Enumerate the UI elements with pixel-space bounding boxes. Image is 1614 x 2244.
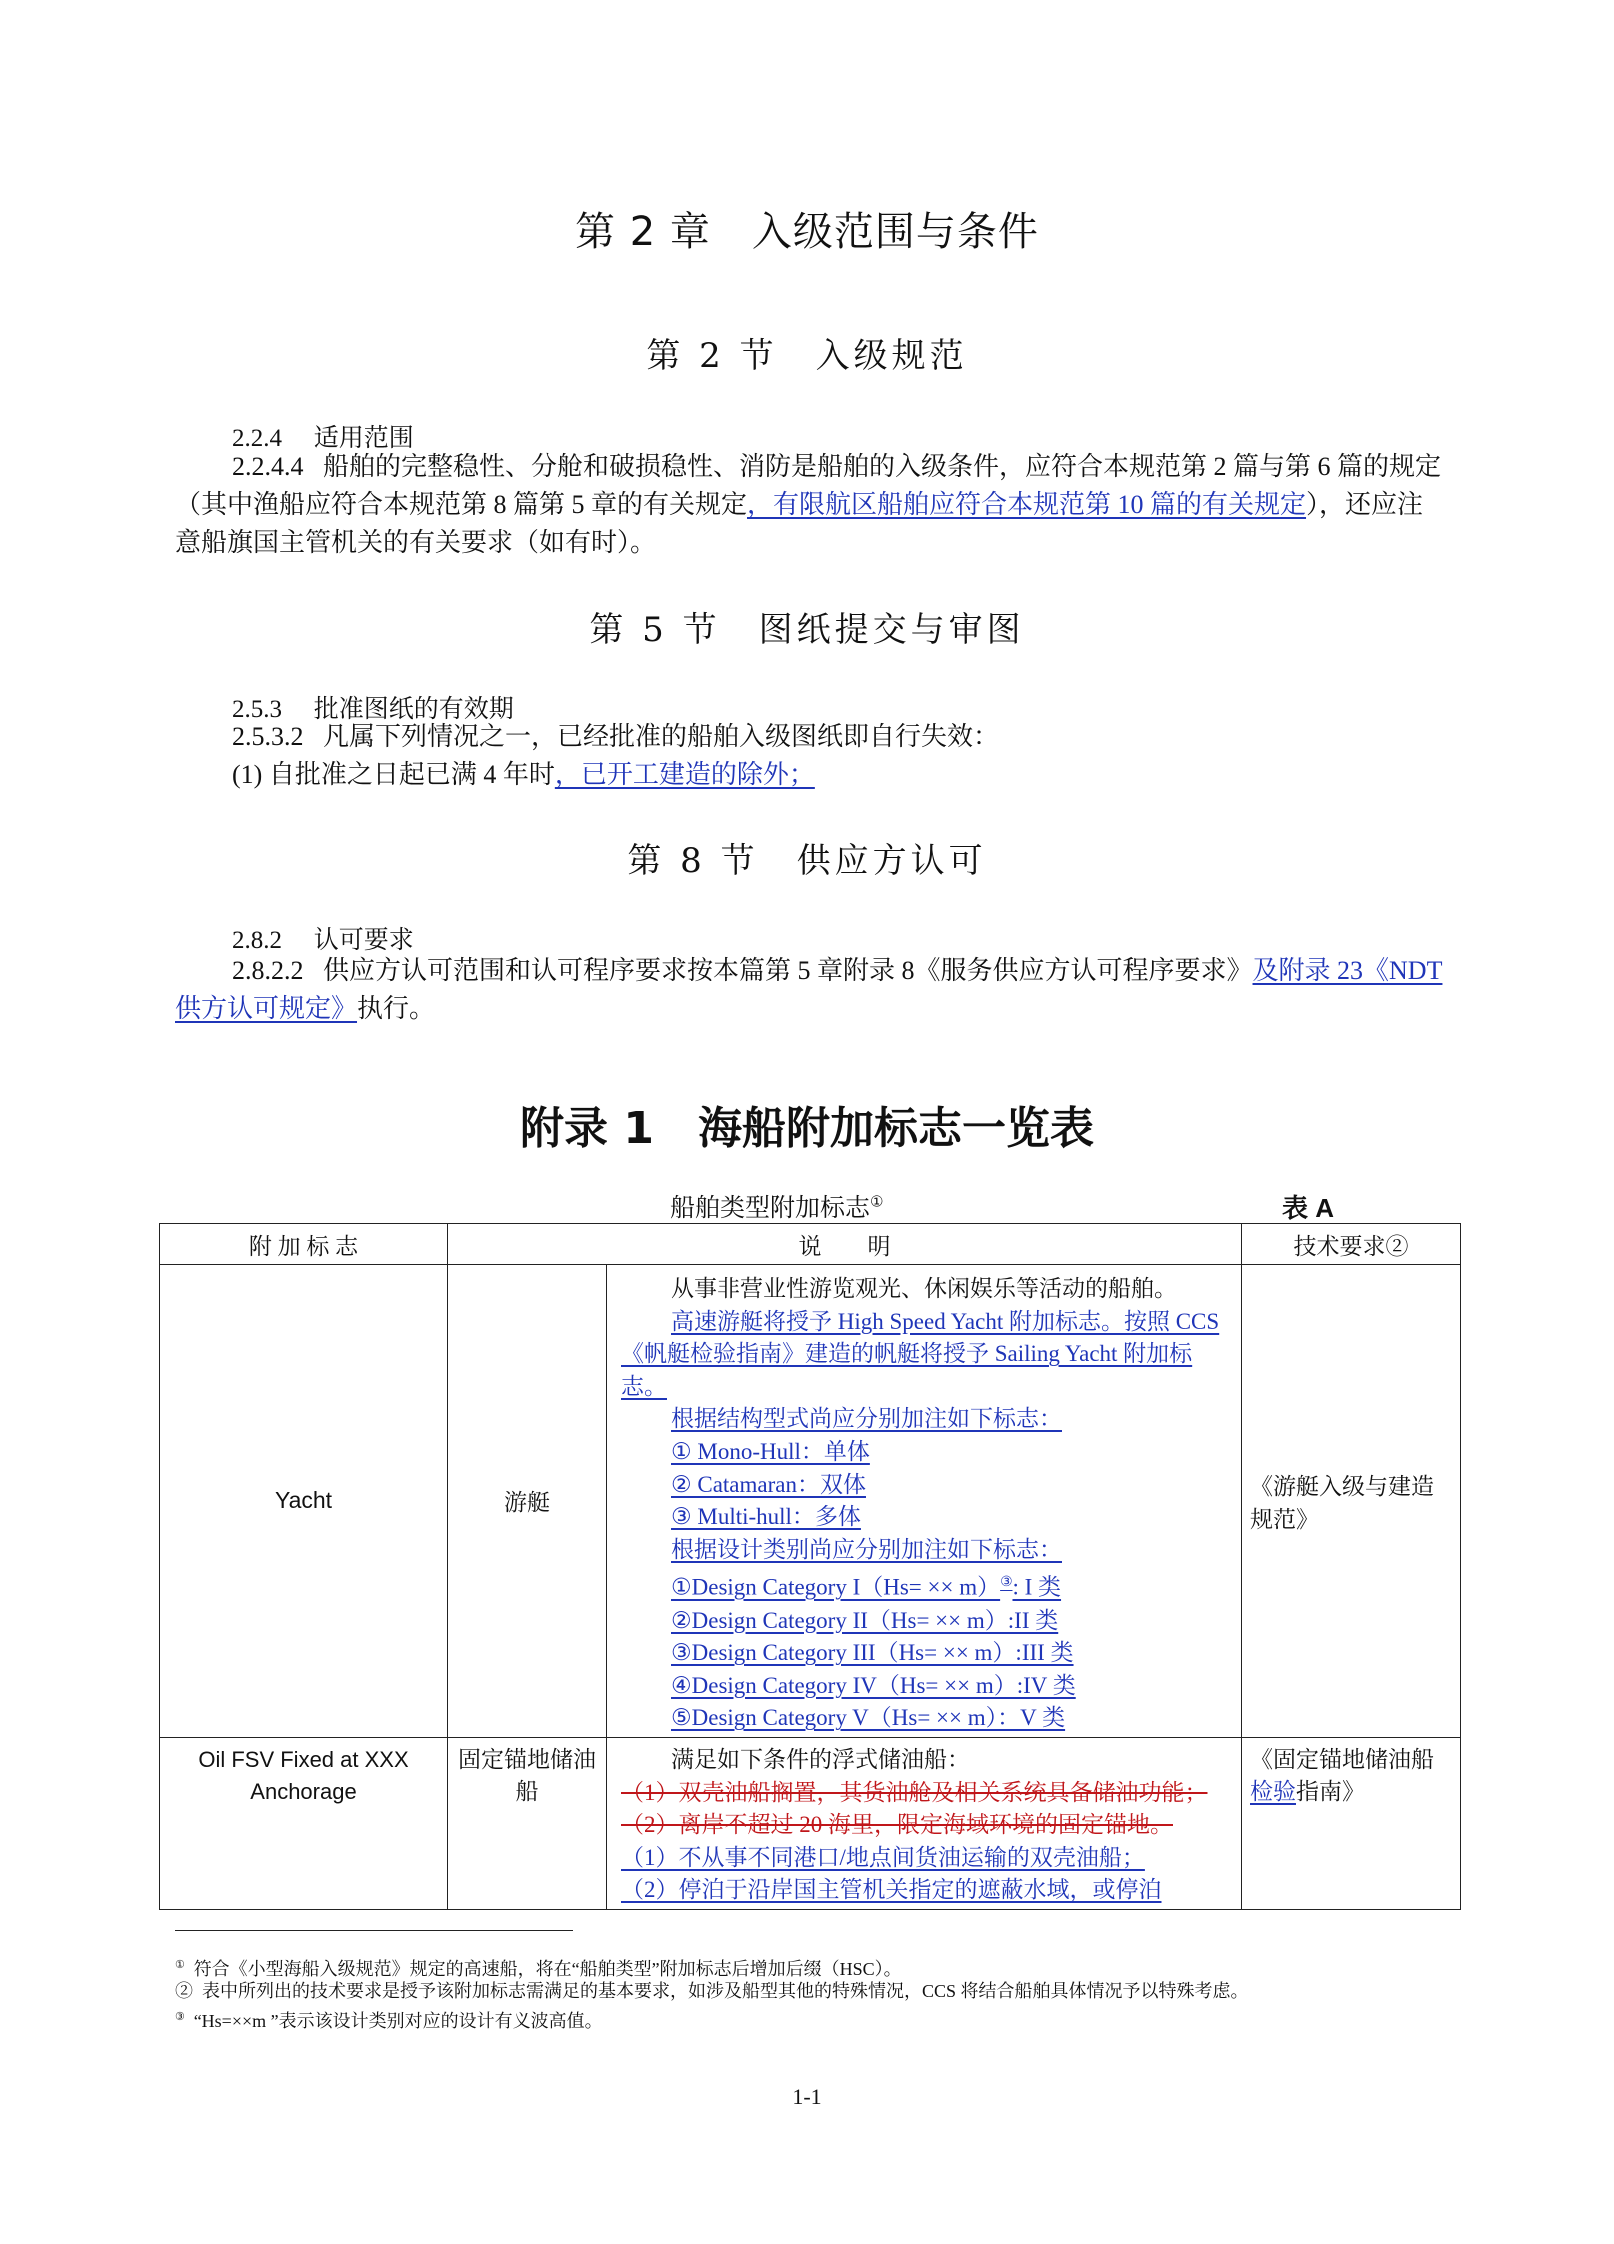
section-8-subheading (232, 920, 414, 956)
header-requirements-text: 技术要求 (1293, 1233, 1386, 1259)
description-line: （1）不从事不同港口/地点间货油运输的双壳油船； (621, 1844, 1145, 1870)
paragraph-2-5-3-2 (232, 718, 1502, 756)
requirement-cell (1242, 1737, 1461, 1909)
description-line: 根据设计类别尚应分别加注如下标志： (671, 1536, 1062, 1562)
paragraph-number: 2.2.4.4 (232, 452, 304, 481)
subheading-title: 适用范围 (313, 423, 414, 452)
header-notation: 附 加 标 志 (160, 1224, 448, 1265)
description-line: （1）双壳油船搁置，其货油舱及相关系统具备储油功能； (621, 1779, 1208, 1805)
footnote-ref: ① (870, 1193, 884, 1211)
table-caption-text: 船舶类型附加标志 (670, 1194, 871, 1222)
paragraph-text: 供应方认可范围和认可程序要求按本篇第 5 章附录 8《服务供应方认可程序要求》 (323, 956, 1253, 985)
description-line: 满足如下条件的浮式储油船： (671, 1746, 970, 1772)
description-line: ③ Multi-hull：多体 (671, 1504, 861, 1530)
paragraph-tail: 执行。 (357, 994, 436, 1023)
description-line: 高速游艇将授予 High Speed Yacht 附加标志。按照 CCS《帆艇检验指南》建造的帆艇将授予 Sailing Yacht 附加标志。 (621, 1308, 1220, 1399)
notation-table (159, 1223, 1461, 1910)
requirement-cell: 《游艇入级与建造规范》 (1242, 1265, 1461, 1738)
subheading-number: 2.5.3 (232, 696, 282, 723)
description-line: 从事非营业性游览观光、休闲娱乐等活动的船舶。 (671, 1276, 1177, 1301)
notation-cell: Yacht (160, 1265, 448, 1738)
footnote-ref: ③ (1000, 1574, 1013, 1590)
table-row (160, 1737, 1461, 1909)
inserted-text: 检验 (1250, 1778, 1296, 1804)
paragraph-2-2-4-4 (175, 448, 1445, 562)
footnote-3 (175, 2004, 603, 2034)
footnote-text: 符合《小型海船入级规范》规定的高速船，将在“船舶类型”附加标志后增加后缀（HSC）。 (193, 1959, 902, 1979)
list-item-text: (1) 自批准之日起已满 4 年时 (232, 760, 555, 789)
subheading-number: 2.2.4 (232, 425, 282, 452)
table-label: 表 A (1282, 1193, 1335, 1223)
description-cell (607, 1737, 1242, 1909)
description-line: ①Design Category I（Hs= ×× m）③: I 类 (671, 1574, 1062, 1600)
footnote-ref: ② (1385, 1233, 1409, 1259)
appendix-title: 附录 1 海船附加标志一览表 (520, 1103, 1094, 1154)
footnote-mark: ③ (175, 2011, 185, 2023)
paragraph-text: 船舶的完整稳性、分舱和破损稳性、消防是船舶的入级条件，应符合本规范第 2 篇与第 6 篇的规定（其中渔船应符合本规范第 8 篇第 5 章的有关规定 (175, 452, 1442, 519)
notation-cell: Oil FSV Fixed at XXX Anchorage (160, 1737, 448, 1909)
footnote-mark: ① (175, 1959, 185, 1971)
description-line: ⑤Design Category V（Hs= ×× m）：V 类 (671, 1705, 1066, 1731)
footnote-text: 表中所列出的技术要求是授予该附加标志需满足的基本要求，如涉及船型其他的特殊情况，CCS 将结合船舶具体情况予以特殊考虑。 (202, 1981, 1249, 2001)
type-name-cell: 固定锚地储油船 (448, 1737, 607, 1909)
subheading-title: 认可要求 (313, 925, 414, 954)
section-8-title: 第 8 节 供应方认可 (627, 841, 987, 881)
description-line: ③Design Category III（Hs= ×× m）:III 类 (671, 1640, 1074, 1666)
table-caption (670, 1188, 883, 1224)
description-line: ②Design Category II（Hs= ×× m）:II 类 (671, 1607, 1059, 1633)
paragraph-tail: ），还应注意船旗国主管机关的有关要求（如有时）。 (175, 490, 1424, 557)
table-row (160, 1265, 1461, 1738)
paragraph-number: 2.5.3.2 (232, 722, 304, 751)
page-number: 1-1 (792, 2084, 822, 2109)
inserted-text: ，已开工建造的除外； (554, 760, 815, 789)
type-name-cell: 游艇 (448, 1265, 607, 1738)
chapter-title: 第 2 章 入级范围与条件 (575, 209, 1039, 255)
header-description: 说 明 (448, 1224, 1242, 1265)
subheading-number: 2.8.2 (232, 927, 282, 954)
paragraph-2-8-2-2 (175, 952, 1445, 1028)
header-requirements (1242, 1224, 1461, 1265)
footnote-text: “Hs=××m ”表示该设计类别对应的设计有义波高值。 (193, 2011, 603, 2031)
description-line: （2）停泊于沿岸国主管机关指定的遮蔽水域，或停泊 (621, 1877, 1162, 1903)
footnote-mark: ② (175, 1981, 193, 2001)
description-line: ④Design Category IV（Hs= ×× m）:IV 类 (671, 1672, 1076, 1698)
paragraph-number: 2.8.2.2 (232, 956, 304, 985)
requirement-text: 《固定锚地储油船 (1250, 1746, 1434, 1772)
section-5-title: 第 5 节 图纸提交与审图 (589, 610, 1025, 650)
footnote-2 (175, 1978, 1249, 2004)
paragraph-text: 凡属下列情况之一，已经批准的船舶入级图纸即自行失效： (323, 722, 1000, 751)
inserted-text: ，有限航区船舶应符合本规范第 10 篇的有关规定 (747, 490, 1307, 519)
description-line: ② Catamaran：双体 (671, 1471, 866, 1497)
description-cell (607, 1265, 1242, 1738)
description-line: ① Mono-Hull：单体 (671, 1438, 870, 1464)
section-2-title: 第 2 节 入级规范 (646, 336, 968, 376)
inserted-text: 及附录 23《NDT 供方认可规定》 (175, 956, 1443, 1023)
requirement-tail: 指南》 (1296, 1778, 1365, 1804)
footnote-separator (175, 1930, 573, 1931)
table-header-row (160, 1224, 1461, 1265)
description-line: 根据结构型式尚应分别加注如下标志： (671, 1406, 1062, 1432)
description-line: （2）离岸不超过 20 海里，限定海域环境的固定锚地。 (621, 1812, 1173, 1838)
subheading-title: 批准图纸的有效期 (313, 694, 514, 723)
list-item-1 (232, 756, 1502, 794)
